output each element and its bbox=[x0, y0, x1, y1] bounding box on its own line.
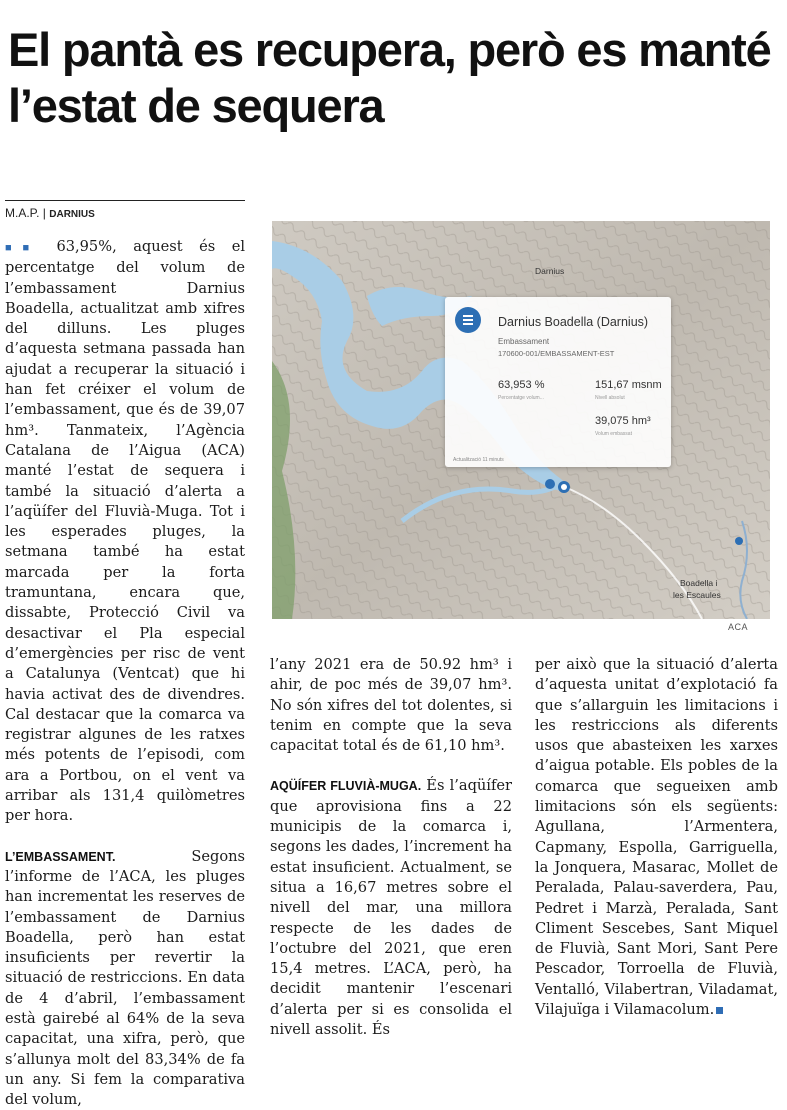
paragraph-embassament-text: Segons l’informe de l’ACA, les pluges han incrementat les reserves de l’embassament de Darnius Boadella, però han estat insuficients per revertir la situació de restriccions. En data de 4 d’abril, l’embassament està gairebé al 64% de la seva capacitat, una xifra, però, que s’allunya molt del 83,34% de fa un any. Si fem la comparativa del volum, bbox=[5, 847, 245, 1109]
map-label-boadella: Boadella i bbox=[680, 578, 718, 588]
card-updated: Actualització 11 minuts bbox=[453, 457, 504, 463]
paragraph-aquifer bbox=[270, 776, 512, 1040]
reservoir-info-card bbox=[445, 297, 671, 467]
card-level: 151,67 msnm bbox=[595, 379, 662, 391]
card-volume: 39,075 hm³ bbox=[595, 415, 651, 427]
card-title: Darnius Boadella (Darnius) bbox=[498, 315, 649, 329]
reservoir-list-icon bbox=[455, 307, 481, 333]
paragraph-aquifer-text: És l’aqüífer que aprovisiona fins a 22 municipis de la comarca i, segons les dades, l’increment ha estat insuficient. Actualment, se situa a 16,67 metres sobre el nivell del mar, una millora respecte de les dades de l’octubre del 2021, que eren 15,4 metres. L’ACA, però, ha decidit mantenir l’escenari d’alerta per si es consolida el nivell assolit. És bbox=[270, 777, 512, 1039]
photo-credit: ACA bbox=[728, 622, 749, 632]
lead-marker: ■■ bbox=[5, 242, 40, 254]
paragraph-limitacions-text: per això que la situació d’alerta d’aquesta unitat d’explotació fa que s’allarguin les limitacions i les restriccions als diferents usos que abasteixen les xarxes d’aigua potable. Els pobles de la comarca que segueixen amb limitacions són els següents: Agullana, l’Armentera, Capmany, Espolla, Garriguella, la Jonquera, Masarac, Mollet de Peralada, Palau-saverdera, Pau, Pedret i Marzà, Peralada, Sant Climent Sescebes, Sant Miquel de Fluvià, Sant Mori, Sant Pere Pescador, Torroella de Fluvià, Ventalló, Vilabertran, Viladamat, Vilajuïga i Vilamacolum. bbox=[535, 656, 778, 1019]
card-code: 170600-001/EMBASSAMENT-EST bbox=[498, 349, 615, 358]
article-column-1 bbox=[5, 237, 245, 1110]
paragraph-volum: l’any 2021 era de 50.92 hm³ i ahir, de poc més de 39,07 hm³. No són xifres del tot dolentes, si tenim en compte que la seva capacitat total és de 61,10 hm³. bbox=[270, 656, 512, 755]
card-percent: 63,953 % bbox=[498, 379, 545, 391]
article-column-3 bbox=[535, 655, 778, 1020]
section-kicker-embassament: L’EMBASSAMENT. bbox=[5, 849, 116, 864]
card-level-label: Nivell absolut bbox=[595, 395, 625, 401]
paragraph-intro bbox=[5, 237, 245, 827]
headline: El pantà es recupera, però es manté l’estat de sequera bbox=[8, 23, 771, 132]
article-column-2 bbox=[270, 655, 512, 1040]
byline-author: M.A.P. | bbox=[5, 206, 46, 220]
map-label-escaules: les Escaules bbox=[673, 590, 721, 600]
paragraph-embassament bbox=[5, 847, 245, 1110]
card-percent-label: Percentatge volum... bbox=[498, 395, 544, 401]
reservoir-marker-icon bbox=[545, 479, 555, 489]
paragraph-intro-text: 63,95%, aquest és el percentatge del volum de l’embassament Darnius Boadella, actualitzat amb xifres del dilluns. Les pluges d’aquesta setmana passada han ajudat a recuperar la situació i han fet créixer el volum de l’embassament, que és de 39,07 hm³. Tanmateix, l’Agència Catalana de l’Aigua (ACA) manté l’estat de sequera i també la situació d’alerta a l’aqüífer del Fluvià-Muga. Tot i les esperades pluges, la setmana també ha estat marcada per la forta tramuntana, encara que, dissabte, Protecció Civil va desactivar el Pla especial d’emergències per risc de vent a Catalunya (Ventcat) que hi havia activat des de divendres. Cal destacar que la comarca va registrar algunes de les ratxes més potents de l’episodi, com ara a Portbou, on el vent va arribar als 131,4 quilòmetres per hora. bbox=[5, 238, 245, 825]
byline-location: DARNIUS bbox=[49, 209, 95, 220]
map-label-darnius: Darnius bbox=[535, 266, 565, 276]
paragraph-limitacions bbox=[535, 655, 778, 1020]
byline bbox=[5, 200, 245, 220]
end-of-article-icon bbox=[716, 1007, 723, 1014]
card-volume-label: Volum embassat bbox=[595, 431, 632, 437]
section-kicker-aquifer: AQÜÍFER FLUVIÀ-MUGA. bbox=[270, 779, 422, 794]
card-subtitle: Embassament bbox=[498, 337, 550, 346]
